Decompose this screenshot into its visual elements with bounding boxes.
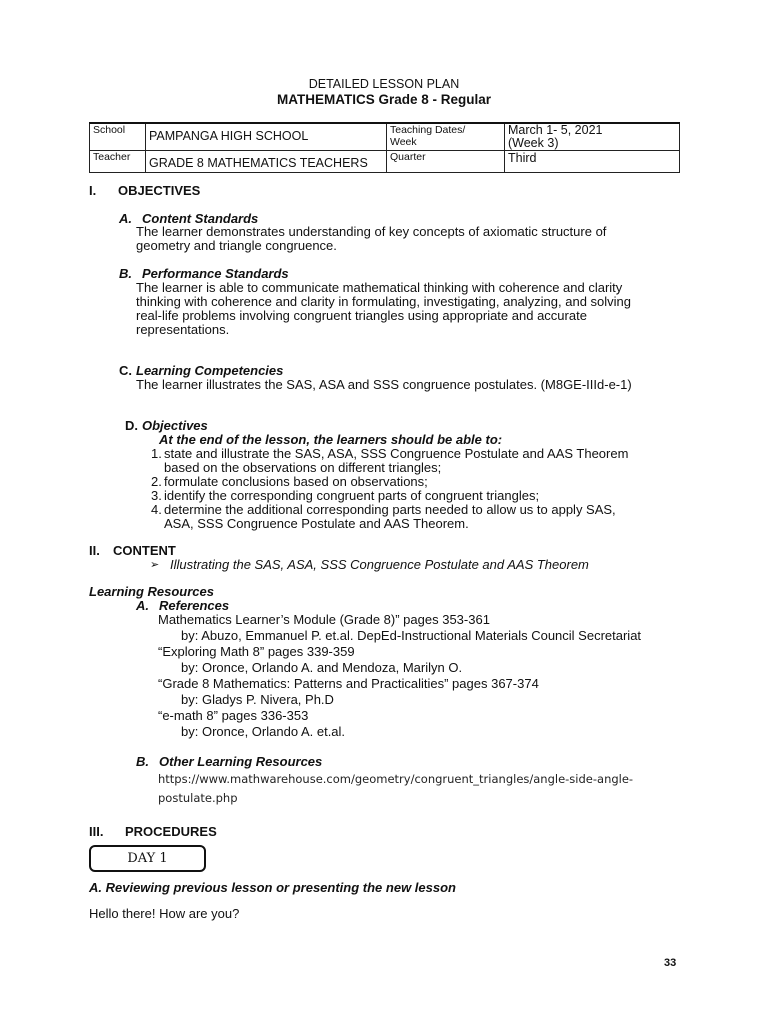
reference-line: “Grade 8 Mathematics: Patterns and Practicalities” pages 367-374 <box>158 676 539 691</box>
quarter-label: Quarter <box>387 151 505 173</box>
objective-num: 4. <box>151 502 162 517</box>
competencies-title: Learning Competencies <box>136 363 284 378</box>
objective-num: 3. <box>151 488 162 503</box>
quarter-value: Third <box>505 151 680 173</box>
page-number: 33 <box>664 957 677 969</box>
section-numeral-2: II. <box>89 543 100 558</box>
content-topic: Illustrating the SAS, ASA, SSS Congruence Postulate and AAS Theorem <box>170 557 589 572</box>
teacher-label: Teacher <box>90 151 146 173</box>
reference-line: by: Oronce, Orlando A. and Mendoza, Marilyn O. <box>181 660 463 675</box>
performance-standards-line: real-life problems involving congruent triangles using appropriate and accurate <box>136 308 587 323</box>
info-table <box>89 122 680 173</box>
objective-line: based on the observations on different triangles; <box>164 460 442 475</box>
content-standards-letter: A. <box>119 211 132 226</box>
resource-link[interactable]: postulate.php <box>158 791 238 805</box>
performance-standards-title: Performance Standards <box>142 266 289 281</box>
content-heading: CONTENT <box>113 543 176 558</box>
performance-standards-line: thinking with coherence and clarity in formulating, investigating, analyzing, and solving <box>136 294 632 309</box>
performance-standards-line: representations. <box>136 322 230 337</box>
dates-value: March 1- 5, 2021 (Week 3) <box>505 123 680 151</box>
objectives-d-title: Objectives <box>142 418 208 433</box>
objective-line: state and illustrate the SAS, ASA, SSS Congruence Postulate and AAS Theorem <box>164 446 629 461</box>
resources-heading: Learning Resources <box>89 584 214 599</box>
content-standards-line: The learner demonstrates understanding of key concepts of axiomatic structure of <box>136 224 607 239</box>
school-label: School <box>90 123 146 151</box>
reference-line: Mathematics Learner’s Module (Grade 8)” pages 353-361 <box>158 612 490 627</box>
references-letter: A. <box>136 598 149 613</box>
objective-line: ASA, SSS Congruence Postulate and AAS Theorem. <box>164 516 469 531</box>
arrow-bullet-icon: ➢ <box>150 559 160 571</box>
reference-line: by: Abuzo, Emmanuel P. et.al. DepEd-Instructional Materials Council Secretariat <box>181 628 642 643</box>
content-standards-line: geometry and triangle congruence. <box>136 238 337 253</box>
objective-line: determine the additional corresponding parts needed to allow us to apply SAS, <box>164 502 616 517</box>
reference-line: “Exploring Math 8” pages 339-359 <box>158 644 355 659</box>
doc-type: DETAILED LESSON PLAN <box>308 77 460 91</box>
objectives-heading: OBJECTIVES <box>118 183 201 198</box>
school-value: PAMPANGA HIGH SCHOOL <box>146 123 387 151</box>
objective-line: formulate conclusions based on observations; <box>164 474 428 489</box>
objective-line: identify the corresponding congruent parts of congruent triangles; <box>164 488 540 503</box>
objectives-d-intro: At the end of the lesson, the learners should be able to: <box>159 432 503 447</box>
review-heading: A. Reviewing previous lesson or presenting the new lesson <box>89 880 456 895</box>
competencies-line: The learner illustrates the SAS, ASA and SSS congruence postulates. (M8GE-IIId-e-1) <box>136 377 632 392</box>
objective-num: 1. <box>151 446 162 461</box>
other-resources-letter: B. <box>136 754 149 769</box>
objectives-d-letter: D. <box>125 418 138 433</box>
section-numeral-1: I. <box>89 183 97 198</box>
performance-standards-letter: B. <box>119 266 132 281</box>
objective-num: 2. <box>151 474 162 489</box>
greeting-text: Hello there! How are you? <box>89 906 240 921</box>
doc-subject: MATHEMATICS Grade 8 - Regular <box>276 92 492 107</box>
teacher-value: GRADE 8 MATHEMATICS TEACHERS <box>146 151 387 173</box>
dates-label: Teaching Dates/ Week <box>387 123 505 151</box>
references-title: References <box>159 598 230 613</box>
other-resources-title: Other Learning Resources <box>159 754 323 769</box>
procedures-heading: PROCEDURES <box>125 824 217 839</box>
section-numeral-3: III. <box>89 824 104 839</box>
reference-line: by: Gladys P. Nivera, Ph.D <box>181 692 334 707</box>
reference-line: “e-math 8” pages 336-353 <box>158 708 309 723</box>
day-box: DAY 1 <box>89 845 206 872</box>
content-standards-title: Content Standards <box>142 211 259 226</box>
competencies-letter: C. <box>119 363 132 378</box>
reference-line: by: Oronce, Orlando A. et.al. <box>181 724 346 739</box>
resource-link[interactable]: https://www.mathwarehouse.com/geometry/congruent_triangles/angle-side-angle- <box>158 772 634 786</box>
performance-standards-line: The learner is able to communicate mathematical thinking with coherence and clarity <box>136 280 623 295</box>
